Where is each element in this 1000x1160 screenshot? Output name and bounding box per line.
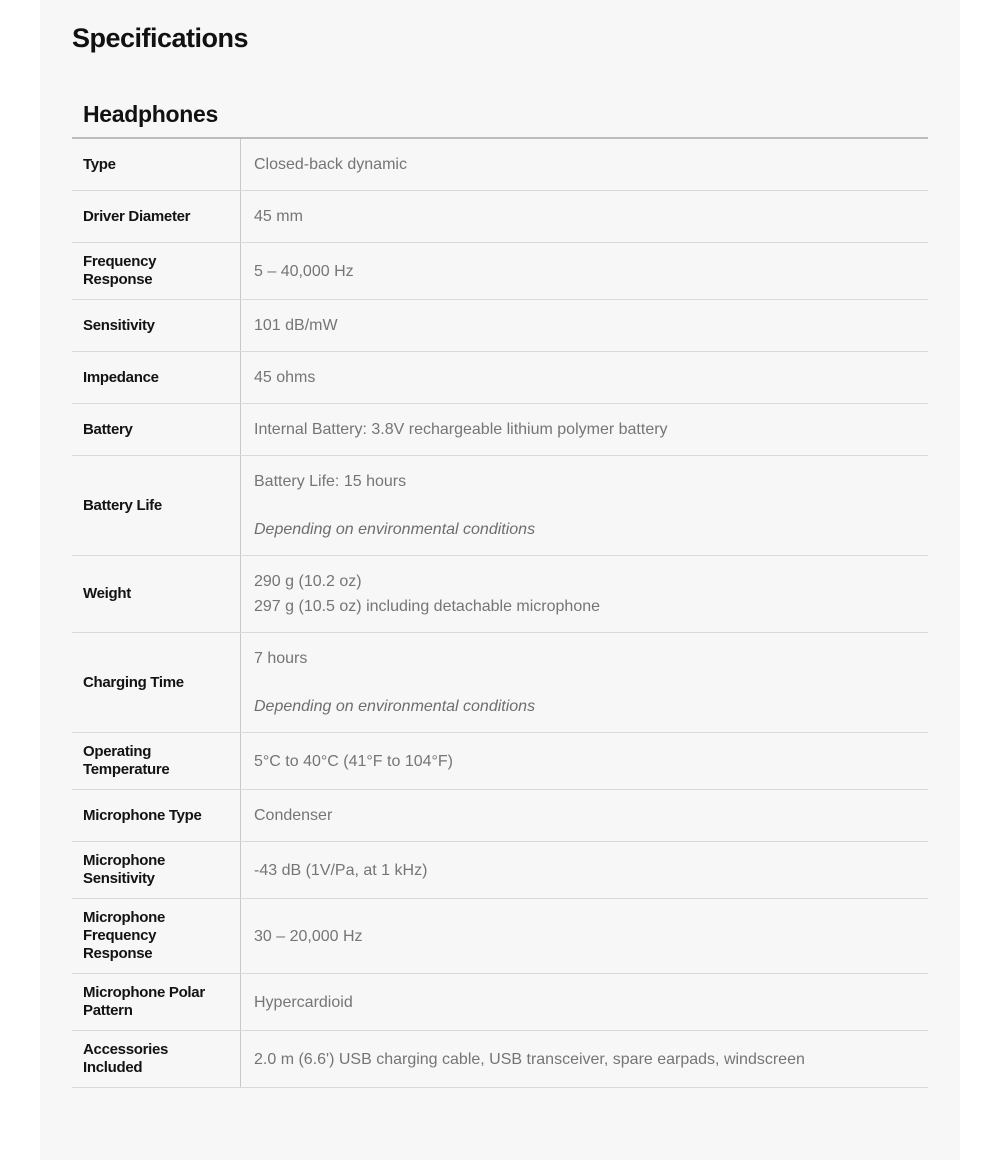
spec-table (72, 137, 928, 1088)
spec-value (241, 733, 928, 789)
spec-value (241, 556, 928, 632)
spec-value (241, 974, 928, 1030)
spec-label: Weight (72, 556, 241, 632)
spec-row (72, 733, 928, 790)
spec-label: Charging Time (72, 633, 241, 732)
spec-label: Type (72, 139, 241, 190)
spec-value (241, 456, 928, 555)
spec-label: Frequency Response (72, 243, 241, 299)
spec-row (72, 556, 928, 633)
spec-value-line: 5 – 40,000 Hz (254, 262, 354, 280)
spec-value (241, 300, 928, 351)
spec-value-note: Depending on environmental conditions (254, 521, 536, 538)
page-title: Specifications (72, 23, 249, 53)
spec-value (241, 352, 928, 403)
headphones-section (72, 100, 928, 1088)
spec-value-note: Depending on environmental conditions (254, 698, 536, 715)
spec-value-line: 290 g (10.2 oz) (254, 573, 362, 590)
spec-label: Driver Diameter (72, 191, 241, 242)
spec-value (241, 139, 928, 190)
spec-value-line: 2.0 m (6.6') USB charging cable, USB transceiver, spare earpads, windscreen (254, 1050, 805, 1068)
spec-value-line: -43 dB (1V/Pa, at 1 kHz) (254, 861, 428, 879)
spec-row (72, 139, 928, 191)
spec-label: Operating Temperature (72, 733, 241, 789)
spec-value-line: 5°C to 40°C (41°F to 104°F) (254, 752, 454, 770)
spec-row (72, 404, 928, 456)
specifications-panel (40, 0, 960, 1160)
spec-row (72, 191, 928, 243)
spec-value-line: Closed-back dynamic (254, 156, 407, 173)
spec-value-line: Hypercardioid (254, 993, 353, 1011)
spec-label: Battery Life (72, 456, 241, 555)
spec-row (72, 1031, 928, 1088)
spec-value-line: Battery Life: 15 hours (254, 473, 407, 490)
spec-row (72, 456, 928, 556)
spec-value-line: 30 – 20,000 Hz (254, 927, 363, 945)
spec-value-line: Condenser (254, 807, 333, 824)
spec-row (72, 633, 928, 733)
spec-label: Microphone Polar Pattern (72, 974, 241, 1030)
spec-value (241, 899, 928, 973)
spec-value-line: 7 hours (254, 650, 308, 667)
spec-value-line: 45 mm (254, 208, 303, 225)
spec-label: Accessories Included (72, 1031, 241, 1087)
spec-value (241, 790, 928, 841)
spec-row (72, 243, 928, 300)
section-heading: Headphones (83, 101, 219, 127)
spec-label: Battery (72, 404, 241, 455)
spec-value (241, 191, 928, 242)
spec-row (72, 842, 928, 899)
spec-value-line: Internal Battery: 3.8V rechargeable lithium polymer battery (254, 421, 668, 438)
spec-value (241, 633, 928, 732)
spec-value (241, 243, 928, 299)
spec-row (72, 899, 928, 974)
spec-label: Sensitivity (72, 300, 241, 351)
spec-row (72, 352, 928, 404)
spec-row (72, 790, 928, 842)
spec-row (72, 300, 928, 352)
spec-value (241, 842, 928, 898)
spec-label: Microphone Type (72, 790, 241, 841)
spec-value-line: 45 ohms (254, 369, 316, 386)
spec-label: Microphone Sensitivity (72, 842, 241, 898)
spec-row (72, 974, 928, 1031)
spec-label: Impedance (72, 352, 241, 403)
spec-value-line: 297 g (10.5 oz) including detachable microphone (254, 598, 601, 615)
spec-value (241, 404, 928, 455)
spec-label: Microphone Frequency Response (72, 899, 241, 973)
spec-value-line: 101 dB/mW (254, 317, 338, 334)
spec-value (241, 1031, 928, 1087)
